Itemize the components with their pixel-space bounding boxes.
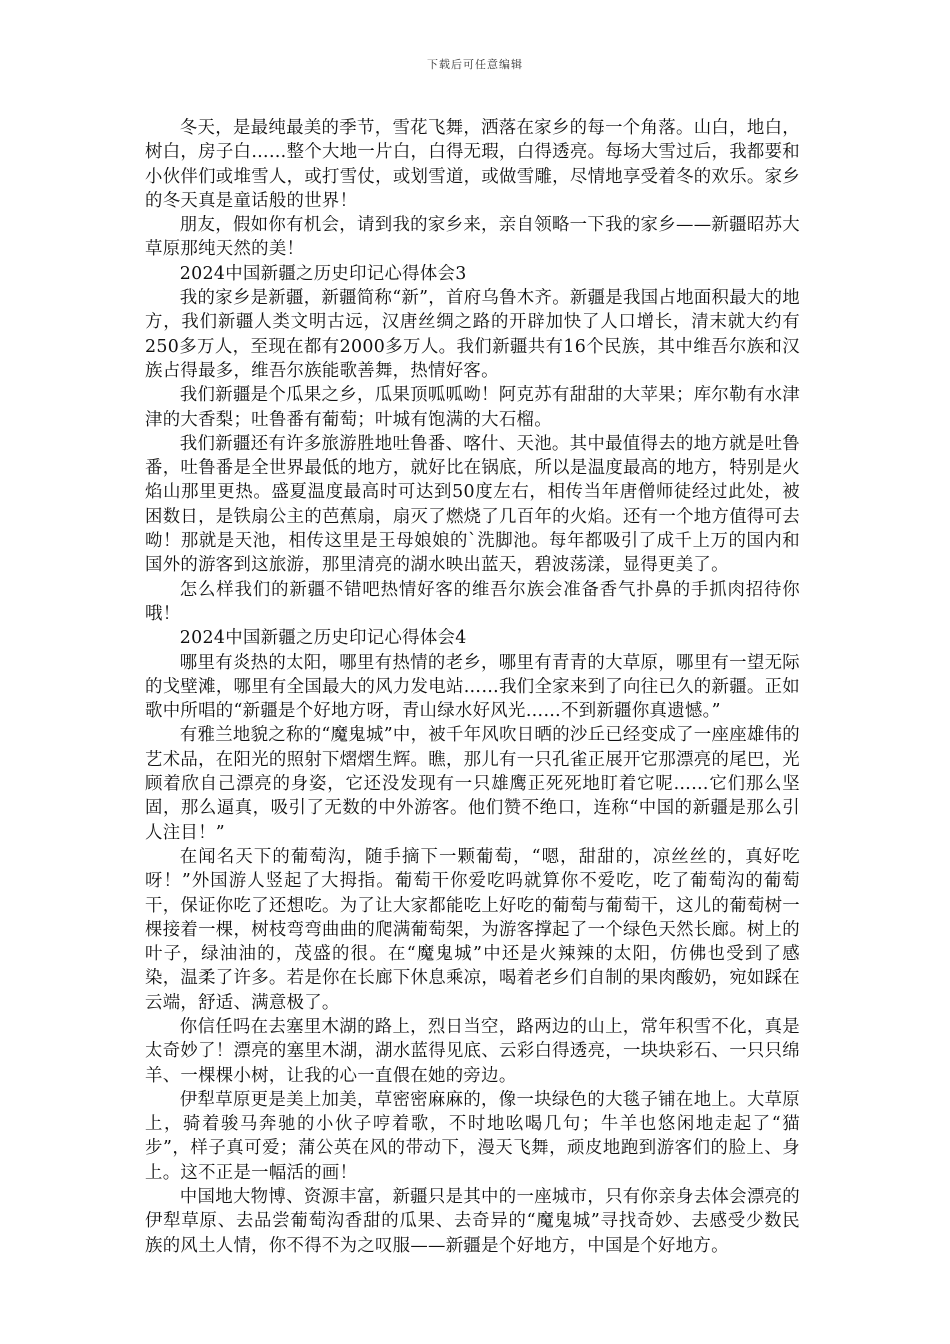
section-heading: 2024中国新疆之历史印记心得体会3 <box>179 263 467 284</box>
paragraph: 有雅兰地貌之称的“魔鬼城”中，被千年风吹日晒的沙丘已经变成了一座座雄伟的艺术品，在阳光的照射下熠熠生辉。瞧，那儿有一只孔雀正展开它那漂亮的尾巴，光顾着欣自己漂亮的身姿，它还没发现有一只雄鹰正死死地盯着它呢……它们那么坚固，那么逼真，吸引了无数的中外游客。他们赞不绝口，连称“中国的新疆是那么引人注目！” <box>145 725 800 843</box>
paragraph: 你信任吗在去塞里木湖的路上，烈日当空，路两边的山上，常年积雪不化，真是太奇妙了！漂亮的塞里木湖，湖水蓝得见底、云彩白得透亮，一块块彩石、一只只绵羊、一棵棵小树，让我的心一直偎在她的旁边。 <box>145 1016 800 1086</box>
paragraph: 伊犁草原更是美上加美，草密密麻麻的，像一块绿色的大毯子铺在地上。大草原上，骑着骏马奔驰的小伙子哼着歌，不时地吆喝几句；牛羊也悠闲地走起了“猫步”，样子真可爱；蒲公英在风的带动下，漫天飞舞，顽皮地跑到游客们的脸上、身上。这不正是一幅活的画！ <box>145 1089 800 1183</box>
paragraph: 中国地大物博、资源丰富，新疆只是其中的一座城市，只有你亲身去体会漂亮的伊犁草原、去品尝葡萄沟香甜的瓜果、去奇异的“魔鬼城”寻找奇妙、去感受少数民族的风土人情，你不得不为之叹服——新疆是个好地方，中国是个好地方。 <box>145 1187 800 1256</box>
section-heading: 2024中国新疆之历史印记心得体会4 <box>179 628 467 649</box>
paragraph: 我们新疆还有许多旅游胜地吐鲁番、喀什、天池。其中最值得去的地方就是吐鲁番，吐鲁番是全世界最低的地方，就好比在锅底，所以是温度最高的地方，特别是火焰山那里更热。盛夏温度最高时可达到50度左右，相传当年唐僧师徒经过此处，被困数日，是铁扇公主的芭蕉扇，扇灭了燃烧了几百年的火焰。还有一个地方值得可去呦！那就是天池，相传这里是王母娘娘的`洗脚池。每年都吸引了成千上万的国内和国外的游客到这旅游，那里清亮的湖水映出蓝天，碧波荡漾，显得更美了。 <box>145 433 800 576</box>
paragraph: 我的家乡是新疆，新疆简称“新”，首府乌鲁木齐。新疆是我国占地面积最大的地方，我们新疆人类文明古远，汉唐丝绸之路的开辟加快了人口增长，清末就大约有250多万人，至现在都有2000多万人。我们新疆共有16个民族，其中维吾尔族和汉族占得最多，维吾尔族能歌善舞，热情好客。 <box>145 288 800 381</box>
paragraph: 哪里有炎热的太阳，哪里有热情的老乡，哪里有青青的大草原，哪里有一望无际的戈壁滩，哪里有全国最大的风力发电站……我们全家来到了向往已久的新疆。正如歌中所唱的“新疆是个好地方呀，青山绿水好风光……不到新疆你真遗憾。” <box>145 652 800 722</box>
paragraph: 朋友，假如你有机会，请到我的家乡来，亲自领略一下我的家乡——新疆昭苏大草原那纯天然的美！ <box>145 215 800 260</box>
paragraph: 怎么样我们的新疆不错吧热情好客的维吾尔族会准备香气扑鼻的手抓肉招待你哦！ <box>145 579 800 624</box>
page-header-note: 下载后可任意编辑 <box>427 58 523 71</box>
paragraph: 在闻名天下的葡萄沟，随手摘下一颗葡萄，“嗯，甜甜的，凉丝丝的，真好吃呀！”外国游人竖起了大拇指。葡萄干你爱吃吗就算你不爱吃，吃了葡萄沟的葡萄干，保证你吃了还想吃。为了让大家都能吃上好吃的葡萄与葡萄干，这儿的葡萄树一棵接着一棵，树枝弯弯曲曲的爬满葡萄架，为游客撑起了一个绿色天然长廊。树上的叶子，绿油油的，茂盛的很。在“魔鬼城”中还是火辣辣的太阳，仿佛也受到了感染，温柔了许多。若是你在长廊下休息乘凉，喝着老乡们自制的果肉酸奶，宛如踩在云端，舒适、满意极了。 <box>145 846 800 1013</box>
paragraph: 我们新疆是个瓜果之乡，瓜果顶呱呱呦！阿克苏有甜甜的大苹果；库尔勒有水津津的大香梨；吐鲁番有葡萄；叶城有饱满的大石榴。 <box>145 385 800 430</box>
paragraph: 冬天，是最纯最美的季节，雪花飞舞，洒落在家乡的每一个角落。山白，地白，树白，房子白……整个大地一片白，白得无瑕，白得透亮。每场大雪过后，我都要和小伙伴们或堆雪人，或打雪仗，或划雪道，或做雪雕，尽情地享受着冬的欢乐。家乡的冬天真是童话般的世界！ <box>145 118 800 211</box>
document-body <box>145 116 800 1258</box>
